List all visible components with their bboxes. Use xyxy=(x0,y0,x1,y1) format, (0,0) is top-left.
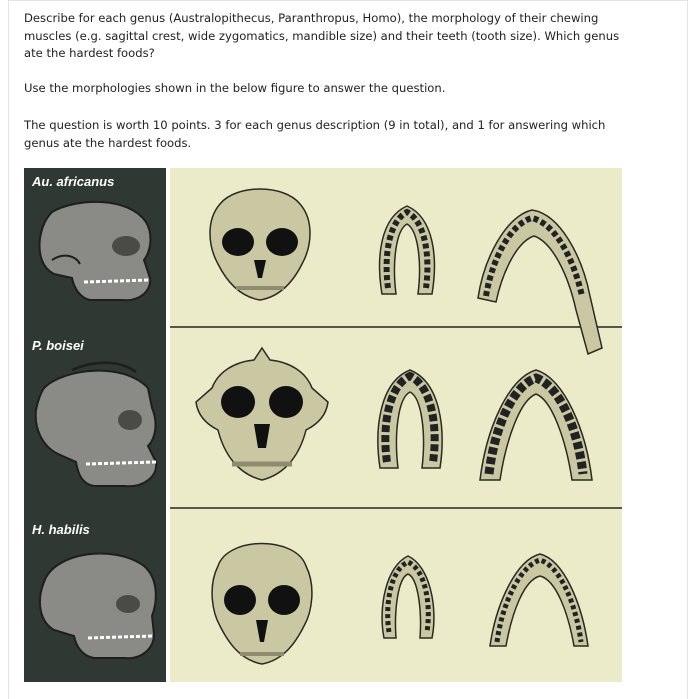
h-habilis-frontal-skull-illustration xyxy=(200,530,324,670)
au-africanus-lateral-skull-illustration xyxy=(24,190,166,310)
au-africanus-frontal-skull-illustration xyxy=(200,180,320,310)
points-paragraph: The question is worth 10 points. 3 for each genus description (9 in total), and 1 for answering which genus ate the hardest foods. xyxy=(24,118,606,150)
p-boisei-lateral-skull-illustration xyxy=(24,358,166,496)
h-habilis-mandible-illustration xyxy=(484,546,594,654)
h-habilis-lateral-skull-illustration xyxy=(24,542,166,672)
species-label-p-boisei: P. boisei xyxy=(32,338,84,353)
species-label-au-africanus: Au. africanus xyxy=(32,174,115,189)
p-boisei-frontal-skull-illustration xyxy=(194,346,330,488)
au-africanus-mandible-illustration xyxy=(470,198,608,358)
au-africanus-upper-dentition-illustration xyxy=(372,198,442,298)
row-divider xyxy=(170,507,622,509)
instruction-paragraph: Use the morphologies shown in the below figure to answer the question. xyxy=(24,81,446,95)
h-habilis-upper-dentition-illustration xyxy=(376,548,440,644)
question-paragraph: Describe for each genus (Australopithecus, Paranthropus, Homo), the morphology of their chewing muscles (e.g. sagittal crest, wide zygomatics, mandible size) and their teeth (tooth size). Which genus ate the hardest foods? xyxy=(24,11,620,60)
species-label-h-habilis: H. habilis xyxy=(32,522,90,537)
p-boisei-upper-dentition-illustration xyxy=(372,364,448,474)
hominin-morphology-figure xyxy=(24,168,622,682)
p-boisei-mandible-illustration xyxy=(474,364,598,488)
